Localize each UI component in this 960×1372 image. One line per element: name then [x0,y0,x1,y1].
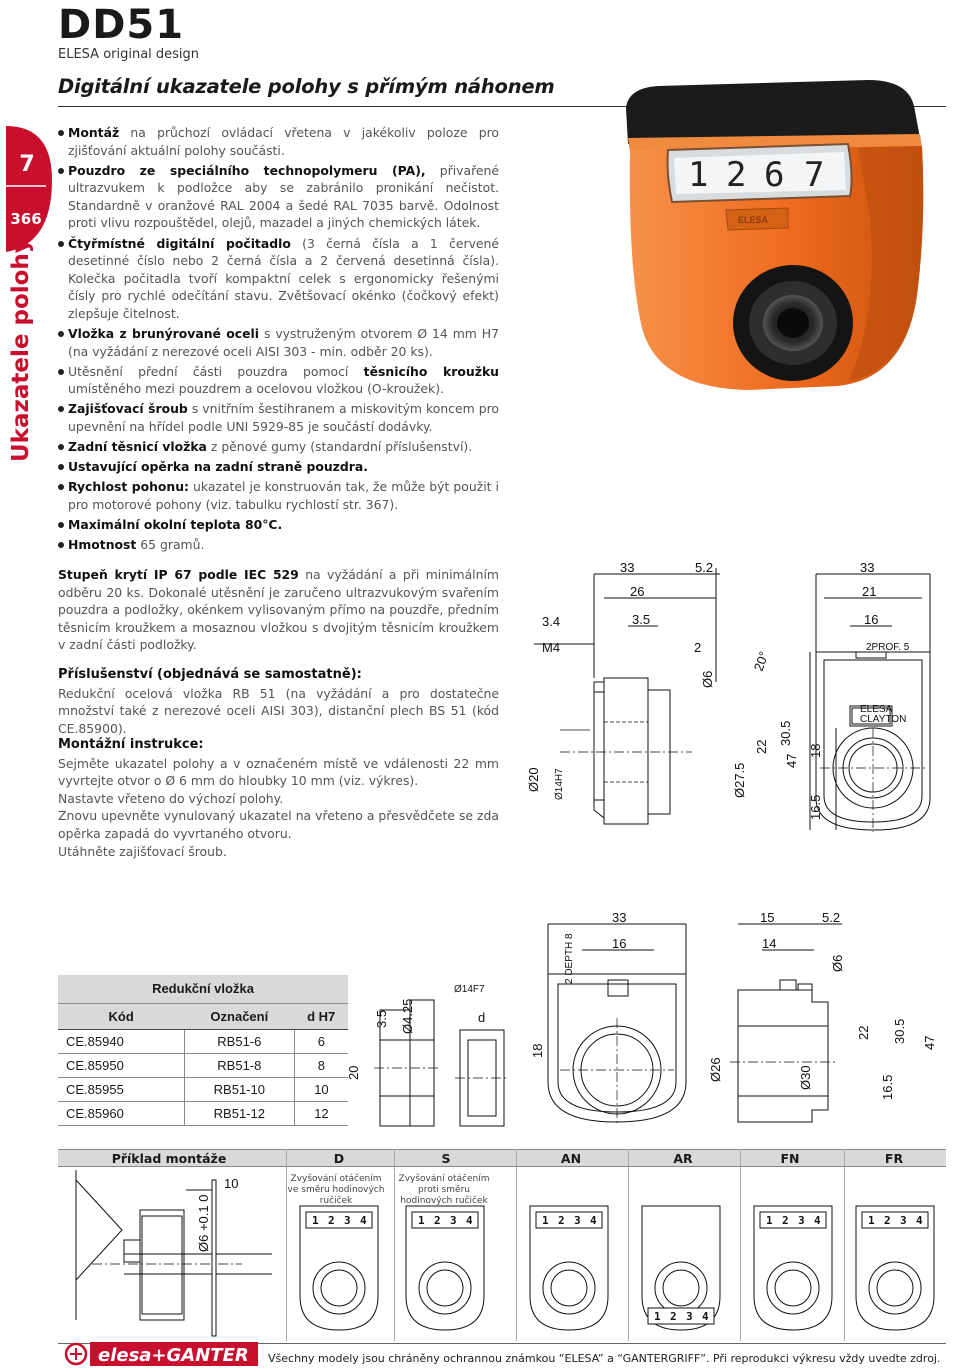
variant-separator [844,1149,845,1341]
protection-body: na vyžádání a při minimálním odběru 20 ks. Dokonalé utěsnění je zaručeno ultrazvukovým svařením pouzdra a podložky, okénkem vylisovaným přímo na pouzdře, předním těsnicím kroužkem a mosaznou vložkou s dvojitým těsnicím kroužkem v zadní části podložky. [58,567,499,653]
variant-col-ar: AR [673,1151,693,1166]
feature-bold: Montáž [68,125,120,140]
variant-col-s: S [441,1151,451,1166]
feature-item [58,516,499,534]
feature-text: s vnitřním šestihranem a miskovitým koncem pro upevnění na hřídel podle UNI 5929-85 je součástí dodávky. [68,401,499,434]
accessories-heading: Příslušenství (objednává se samostatně): [58,667,362,682]
photo-counter-digit: 1 [688,155,709,195]
note-counterclockwise: Zvyšování otáčením proti směru hodinových ručiček [398,1174,490,1206]
protection-bold: Stupeň krytí IP 67 podle IEC 529 [58,567,299,582]
variant-digit: 1 [312,1214,319,1227]
feature-text: 65 gramů. [136,537,205,553]
feature-item [58,438,499,456]
feature-item [58,162,499,232]
feature-text: přivařené ultrazvukem k podložce aby se zabránilo pronikání nečistot. Standardně v oranžové RAL 2004 a šedé RAL 7035 barvě. Odolnost proti vlivu rozpouštědel, olejů, mazadel a jiných chemických látek. [68,162,499,231]
feature-bold: Pouzdro ze speciálního technopolymeru (PA), [68,162,426,178]
cell-d: 12 [294,1101,348,1125]
table-row [58,1077,348,1101]
variant-digit: 4 [360,1214,367,1227]
dim-mid-d4-25: Ø4.25 [400,998,415,1034]
dim-mid-5-2: 5.2 [822,910,841,925]
dim-mid-d14f7: Ø14F7 [454,984,485,995]
variant-digit: 2 [328,1214,335,1227]
variant-digit: 4 [814,1214,821,1227]
variant-separator [740,1149,741,1341]
cell-code: CE.85940 [58,1029,184,1053]
feature-item [58,235,499,323]
variant-digit: 1 [542,1214,549,1227]
feature-item [58,363,499,398]
feature-item [58,124,499,159]
variant-col-fn: FN [780,1151,800,1166]
elesa-ganter-logo [64,1338,260,1370]
logo-text: elesa+GANTER [98,1345,249,1366]
feature-bold: Maximální okolní teplota 80°C. [68,516,283,532]
dim-20deg: 20° [750,649,772,674]
variant-digit: 3 [450,1214,457,1227]
feature-item [58,400,499,435]
chapter-number: 7 [19,152,35,177]
dim-d14h7: Ø14H7 [554,768,565,800]
feature-text: s vystruženým otvorem Ø 14 mm H7 (na vyžádání z nerezové oceli AISI 303 - min. odběr 20 ks). [68,326,500,359]
example-title: Příklad montáže [111,1151,227,1166]
photo-label: ELESA [738,215,769,225]
page-number: 366 [10,210,42,228]
dim-d6: Ø6 [700,670,715,688]
variant-digit: 3 [574,1214,581,1227]
technical-drawing-mid [346,910,946,1130]
feature-bold: Hmotnost [68,537,137,553]
mounting-line-1: Sejměte ukazatel polohy a v označeném místě ve vdálenosti 22 mm vyvrtejte otvor o Ø 6 mm do hloubky 10 mm (viz. výkres). [58,755,499,789]
dim-mid-33: 33 [612,910,627,925]
dim-front-16: 16 [864,612,879,627]
variant-indicator-icon [522,1196,616,1336]
dim-mid-22: 22 [856,1025,871,1040]
dim-mid-30-5: 30.5 [892,1018,907,1044]
cell-code: CE.85950 [58,1053,184,1077]
dim-mid-15: 15 [760,910,775,925]
variant-indicator-icon [848,1196,942,1336]
mounting-line-2: Nastavte vřeteno do výchozí polohy. [58,790,284,806]
cell-designation: RB51-10 [184,1077,294,1101]
dim-d27-5: Ø27.5 [732,762,747,798]
variant-digit: 3 [686,1310,693,1323]
example-dim-10: 10 [224,1176,239,1191]
mounting-line-3: Znovu upevněte vynulovaný ukazatel na vřeteno a přesvědčete se zda opěrka zapadá do vyvrtaného otvoru. [58,808,499,841]
dim-47: 47 [784,753,799,768]
feature-bold: Zadní těsnicí vložka [68,439,207,455]
feature-item [58,458,499,476]
drawing-label-brand: ELESA [860,704,893,715]
dim-26: 26 [630,584,645,599]
dim-mid-depth: 2 DEPTH 8 [564,933,575,984]
variant-digit: 4 [702,1310,709,1323]
variant-digit: 2 [884,1214,891,1227]
variant-indicator-icon [292,1196,386,1336]
variant-digit: 3 [344,1214,351,1227]
variant-indicator-icon [398,1196,492,1336]
product-code: DD51 [58,2,185,48]
drawing-label-small: CLAYTON [860,714,907,725]
feature-bold: Rychlost pohonu: [68,479,190,495]
table-row [58,1053,348,1077]
mounting-heading: Montážní instrukce: [58,737,204,752]
feature-text: na průchozí ovládací vřetena v jakékoliv poloze pro zjišťování aktuální polohy součásti. [68,125,499,158]
variant-separator [516,1149,517,1341]
dim-mid-18: 18 [530,1043,545,1058]
dim-front-21: 21 [862,584,877,599]
reduction-insert-table [58,975,348,1126]
photo-counter-digit: 2 [726,155,747,195]
feature-item [58,325,499,360]
technical-drawing-top [520,560,946,840]
dim-mid-20: 20 [346,1065,361,1080]
variant-indicator-icon [634,1196,728,1336]
cell-d: 8 [294,1053,348,1077]
dim-30-5: 30.5 [778,720,793,746]
feature-bold: Čtyřmístné digitální počitadlo [68,235,291,251]
accessories-block [58,666,499,737]
dim-22: 22 [754,739,769,754]
accessories-text: Redukční ocelová vložka RB 51 (na vyžádání a pro dostatečne množství také z nerezové oceli AISI 303), distanční plech BS 51 (kód CE.85900). [58,685,499,736]
dim-mid-3-5: 3.5 [374,1009,389,1028]
dim-front-2prof: 2PROF. 5 [866,642,910,653]
dim-mid-14: 14 [762,936,777,951]
table-title: Redukční vložka [58,975,348,1003]
feature-text: ukazatel je konstruován tak, že může být použit i pro motorové pohony (viz. tabulku rychlostí str. 367). [68,479,499,512]
dim-mid-d6: Ø6 [830,954,845,972]
variant-digit: 1 [654,1310,661,1323]
feature-text: z pěnové gumy (standardní příslušenství). [206,439,473,455]
variant-digit: 1 [766,1214,773,1227]
protection-text [58,566,499,654]
cell-designation: RB51-6 [184,1029,294,1053]
variant-digit: 4 [590,1214,597,1227]
dim-front-33: 33 [860,560,875,575]
footer-note: Všechny modely jsou chráněny ochrannou známkou “ELESA” a “GANTERGRIFF”. Při reprodukci výkresu vždy uvedte zdroj. [268,1352,941,1365]
variant-digit: 1 [868,1214,875,1227]
example-dim-d6: Ø6 +0.1 0 [196,1194,211,1252]
variant-digit: 2 [782,1214,789,1227]
dim-3-5: 3.5 [632,612,651,627]
feature-bold: těsnicího kroužku [363,363,500,379]
page-title: Digitální ukazatele polohy s přímým náhonem [58,75,555,98]
col-d: d H7 [294,1003,348,1029]
cell-code: CE.85960 [58,1101,184,1125]
photo-counter-digit: 6 [764,155,785,195]
dim-mid-16-5: 16.5 [880,1074,895,1100]
feature-item [58,536,499,554]
table-row [58,1101,348,1125]
dim-mid-d: d [478,1010,486,1025]
photo-counter-digit: 7 [804,155,825,195]
variant-col-fr: FR [884,1151,904,1166]
dim-18: 18 [808,743,823,758]
dim-2: 2 [694,640,702,655]
variant-indicator-icon [746,1196,840,1336]
variant-digit: 3 [900,1214,907,1227]
variant-digit: 2 [670,1310,677,1323]
variant-separator [394,1149,395,1341]
dim-5-2: 5.2 [695,560,714,575]
variant-col-an: AN [560,1151,582,1166]
cell-designation: RB51-12 [184,1101,294,1125]
variant-digit: 4 [916,1214,923,1227]
variants-header [58,1149,946,1167]
product-photo [608,78,928,408]
feature-bold: Vložka z brunýrované oceli [68,326,260,342]
cell-designation: RB51-8 [184,1053,294,1077]
dim-m4: M4 [542,640,561,655]
feature-list [58,124,499,556]
dim-3-4: 3.4 [542,614,561,629]
dim-mid-47: 47 [922,1035,937,1050]
product-subtitle: ELESA original design [58,47,200,62]
col-code: Kód [58,1003,184,1029]
cell-d: 10 [294,1077,348,1101]
variant-col-d: D [333,1151,345,1166]
feature-bold: Zajišťovací šroub [68,401,188,417]
variant-digit: 4 [466,1214,473,1227]
mounting-example-drawing [62,1170,278,1340]
dim-33: 33 [620,560,635,575]
note-clockwise: Zvyšování otáčením ve směru hodinových ručiček [287,1174,385,1206]
feature-bold: Ustavující opěrka na zadní straně pouzdra. [68,459,368,475]
dim-mid-d30: Ø30 [798,1065,813,1090]
table-row [58,1029,348,1053]
cell-code: CE.85955 [58,1077,184,1101]
variant-digit: 2 [434,1214,441,1227]
cell-d: 6 [294,1029,348,1053]
feature-item [58,478,499,513]
variant-digit: 2 [558,1214,565,1227]
col-designation: Označení [184,1003,294,1029]
feature-text: umístěného mezi pouzdrem a ocelovou vložkou (O-kroužek). [68,381,445,397]
feature-text: (3 černá čísla a 1 červené desetinné číslo nebo 2 černá čísla a 2 červená desetinná čísla). Kolečka počitadla tvoří kompaktní celek s ergonomicky řešenými čísly pro rychlé odečítání stavu. Zvětšovací okénko (čočkový efekt) zlepšuje čitelnost. [68,235,500,321]
dim-mid-d26: Ø26 [708,1057,723,1082]
dim-d20: Ø20 [526,767,541,792]
variant-digit: 1 [418,1214,425,1227]
dim-mid-16: 16 [612,936,627,951]
mounting-line-4: Utáhněte zajišťovací šroub. [58,843,227,859]
mounting-block [58,736,499,860]
variant-separator [628,1149,629,1341]
variant-separator [286,1149,287,1341]
variant-digit: 3 [798,1214,805,1227]
dim-16-5: 16.5 [808,794,823,820]
feature-pre: Utěsnění přední části pouzdra pomocí [68,363,364,379]
section-title: Ukazatele polohy [8,238,34,462]
